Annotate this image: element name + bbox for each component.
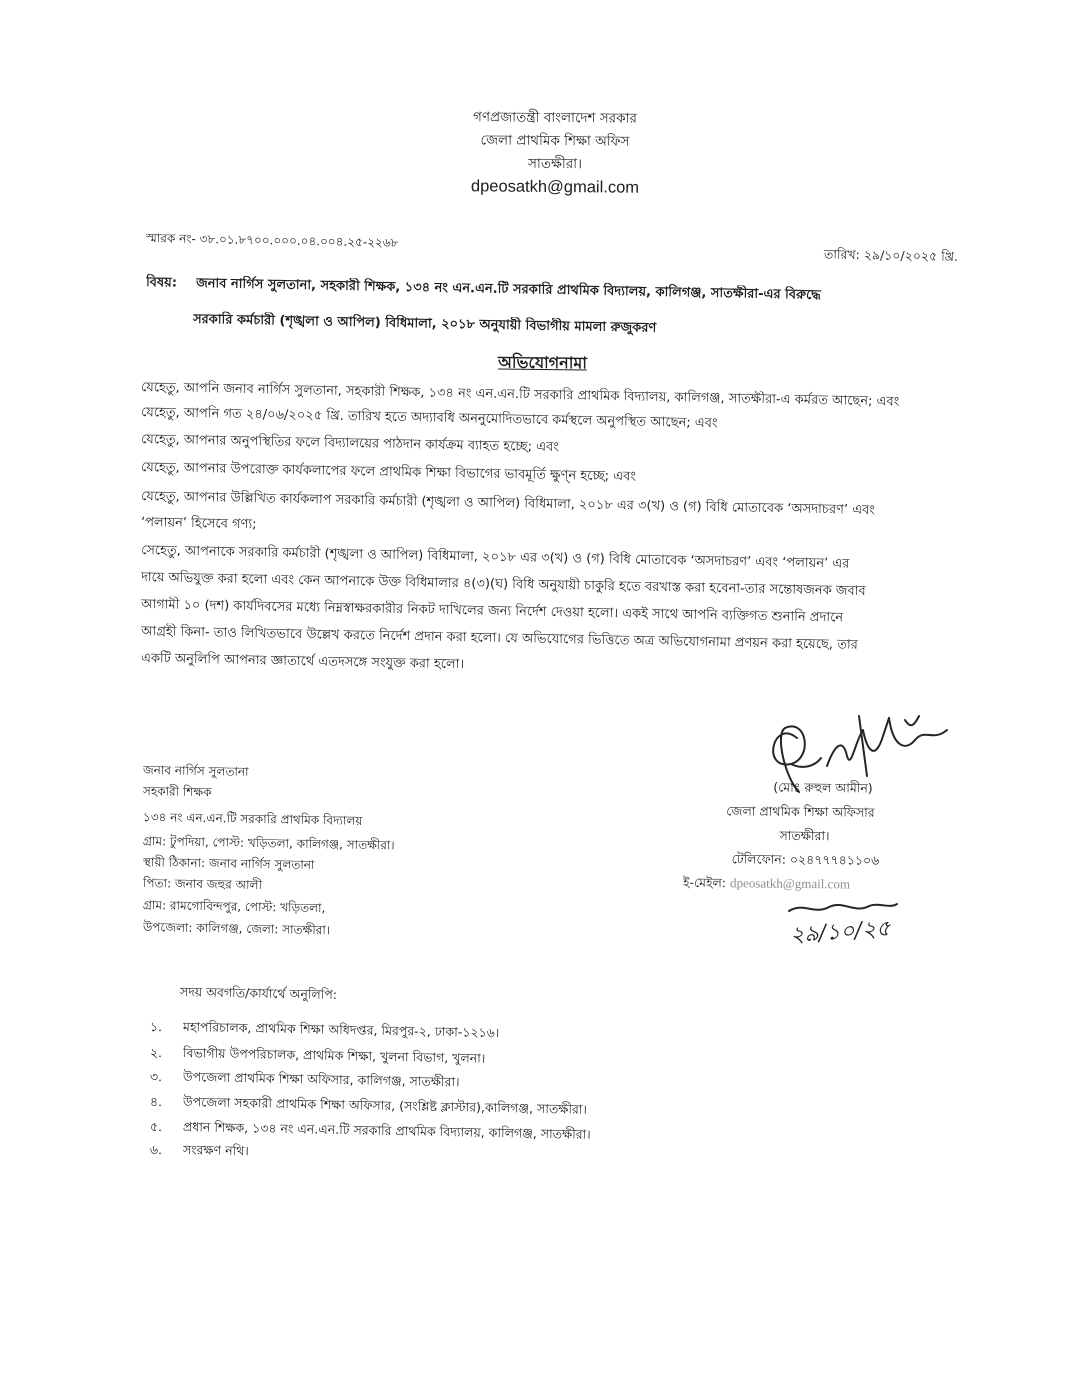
copy-number: ২.	[149, 1045, 163, 1061]
therefore-line: দায়ে অভিযুক্ত করা হলো এবং কেন আপনাকে উক্ত বিধিমালার ৪(৩)(ঘ) বিধি অনুযায়ী চাকুরি হতে বরখাস্ত করা হবেনা-তার সন্তোষজনক জবাব	[140, 570, 866, 599]
therefore-line: একটি অনুলিপি আপনার জ্ঞাতার্থে এতদসঙ্গে সংযুক্ত করা হলো।	[140, 651, 465, 673]
signatory-email-row	[683, 874, 928, 895]
recipient-line: জনাব নার্গিস সুলতানা	[142, 763, 249, 779]
subject-label: বিষয়:	[145, 275, 178, 291]
header-office: জেলা প্রাথমিক শিক্ষা অফিস	[480, 132, 630, 150]
whereas-line: যেহেতু, আপনার উপরোক্ত কার্যকলাপের ফলে প্রাথমিক শিক্ষা বিভাগের ভাবমূর্তি ক্ষুণ্ন হচ্ছে; এবং	[140, 460, 637, 485]
copy-recipient: উপজেলা সহকারী প্রাথমিক শিক্ষা অফিসার, (সংশ্লিষ্ট ক্লাস্টার),কালিগঞ্জ, সাতক্ষীরা।	[182, 1094, 588, 1117]
memo-number: স্মারক নং- ৩৮.০১.৮৭০০.০০০.০৪.০০৪.২৫-২২৬৮	[145, 231, 399, 250]
recipient-line: ১৩৪ নং এন.এন.টি সরকারি প্রাথমিক বিদ্যালয়	[142, 810, 363, 828]
signatory-designation: জেলা প্রাথমিক শিক্ষা অফিসার	[726, 803, 875, 820]
copy-recipient: উপজেলা প্রাথমিক শিক্ষা অফিসার, কালিগঞ্জ, সাতক্ষীরা।	[182, 1069, 460, 1090]
signatory-phone: টেলিফোন: ০২৪৭৭৭৪১১০৬	[731, 851, 880, 868]
memo-date: তারিখ: ২৯/১০/২০২৫ খ্রি.	[823, 246, 959, 264]
whereas-line: ‘পলায়ন’ হিসেবে গণ্য;	[140, 515, 257, 533]
signatory-location: সাতক্ষীরা।	[779, 827, 830, 844]
recipient-line: পিতা: জনাব জহুর আলী	[142, 876, 263, 893]
copy-number: ৩.	[149, 1069, 163, 1085]
subject-line: সরকারি কর্মচারী (শৃঙ্খলা ও আপিল) বিধিমালা, ২০১৮ অনুযায়ী বিভাগীয় মামলা রুজুকরণ	[192, 312, 657, 336]
header-email: dpeosatkh@gmail.com	[470, 177, 640, 197]
document-title: অভিযোগনামা	[497, 352, 588, 373]
recipient-line: গ্রাম: রামগোবিন্দপুর, পোস্ট: খড়িতলা,	[142, 898, 326, 916]
whereas-line: যেহেতু, আপনার উল্লিখিত কার্যকলাপ সরকারি কর্মচারী (শৃঙ্খলা ও আপিল) বিধিমালা, ২০১৮ এর ৩(খ) ও (গ) বিধি মোতাবেক ‘অসদাচরণ’ এবং	[140, 489, 876, 519]
subject-line: জনাব নার্গিস সুলতানা, সহকারী শিক্ষক, ১৩৪ নং এন.এন.টি সরকারি প্রাথমিক বিদ্যালয়, কালিগঞ্জ, সাতক্ষীরা-এর বিরুদ্ধে	[195, 276, 821, 303]
whereas-line: যেহেতু, আপনার অনুপস্থিতির ফলে বিদ্যালয়ের পাঠদান কার্যক্রম ব্যাহত হচ্ছে; এবং	[140, 432, 560, 456]
therefore-line: আগ্রহী কিনা- তাও লিখিতভাবে উল্লেখ করতে নির্দেশ প্রদান করা হলো। যে অভিযোগের ভিত্তিতে অত্র অভিযোগনামা প্রণয়ন করা হয়েছে, তার	[140, 624, 858, 653]
header-district: সাতক্ষীরা।	[527, 155, 583, 173]
copy-recipient: প্রধান শিক্ষক, ১৩৪ নং এন.এন.টি সরকারি প্রাথমিক বিদ্যালয়, কালিগঞ্জ, সাতক্ষীরা।	[182, 1119, 591, 1142]
signatory-email-label: ই-মেইল:	[682, 874, 727, 891]
whereas-line: যেহেতু, আপনি জনাব নার্গিস সুলতানা, সহকারী শিক্ষক, ১৩৪ নং এন.এন.টি সরকারি প্রাথমিক বিদ্যালয়, কালিগঞ্জ, সাতক্ষীরা-এ কর্মরত আছেন; এবং	[140, 380, 900, 410]
copy-recipient: বিভাগীয় উপপরিচালক, প্রাথমিক শিক্ষা, খুলনা বিভাগ, খুলনা।	[182, 1045, 486, 1066]
copy-number: ৪.	[149, 1094, 163, 1110]
recipient-line: উপজেলা: কালিগঞ্জ, জেলা: সাতক্ষীরা।	[142, 920, 331, 938]
copy-recipient: সংরক্ষণ নথি।	[182, 1142, 249, 1159]
recipient-line: সহকারী শিক্ষক	[142, 784, 212, 800]
copy-number: ৬.	[149, 1142, 163, 1158]
header-government: গণপ্রজাতন্ত্রী বাংলাদেশ সরকার	[472, 109, 638, 127]
copy-number: ১.	[149, 1019, 163, 1035]
recipient-line: স্থায়ী ঠিকানা: জনাব নার্গিস সুলতানা	[142, 855, 315, 872]
recipient-line: গ্রাম: টুপদিয়া, পোস্ট: খড়িতলা, কালিগঞ্জ, সাতক্ষীরা।	[142, 834, 395, 853]
handwritten-date: ২৯/১০/২৫	[789, 916, 892, 949]
copy-number: ৫.	[149, 1119, 163, 1135]
whereas-line: যেহেতু, আপনি গত ২৪/০৬/২০২৫ খ্রি. তারিখ হতে অদ্যাবধি অননুমোদিতভাবে কর্মস্থলে অনুপস্থিত আছেন; এবং	[140, 405, 718, 432]
therefore-line: সেহেতু, আপনাকে সরকারি কর্মচারী (শৃঙ্খলা ও আপিল) বিধিমালা, ২০১৮ এর ৩(খ) ও (গ) বিধি মোতাবেক ‘অসদাচরণ’ এবং ‘পলায়ন’ এর	[140, 543, 850, 572]
copies-heading: সদয় অবগতি/কার্যার্থে অনুলিপি:	[179, 984, 338, 1003]
copy-recipient: মহাপরিচালক, প্রাথমিক শিক্ষা অধিদপ্তর, মিরপুর-২, ঢাকা-১২১৬।	[182, 1019, 500, 1041]
therefore-line: আগামী ১০ (দশ) কার্যদিবসের মধ্যে নিম্নস্বাক্ষরকারীর নিকট দাখিলের জন্য নির্দেশ দেওয়া হলো। একই সাথে আপনি ব্যক্তিগত শুনানি প্রদানে	[140, 597, 844, 626]
signatory-name: (মোঃ রুহুল আমীন)	[773, 779, 873, 796]
signatory-email: dpeosatkh@gmail.com	[729, 875, 851, 892]
